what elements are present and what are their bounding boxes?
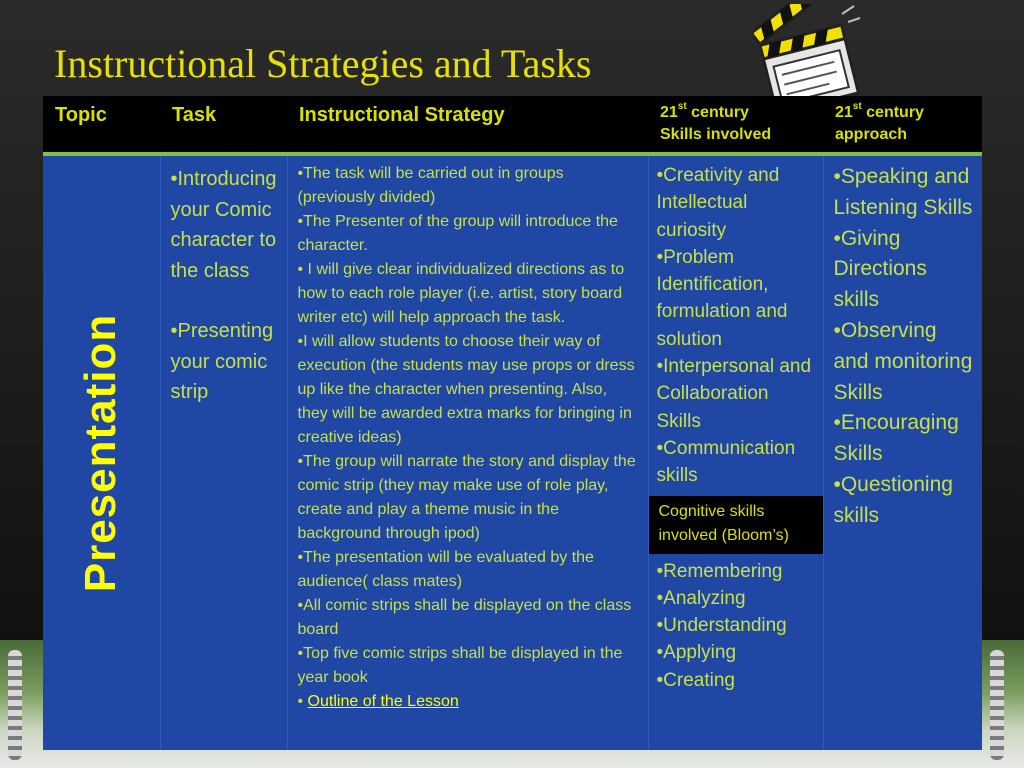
list-item: •All comic strips shall be displayed on the class board [297,597,632,638]
list-item: •Encouraging Skills [833,411,959,466]
list-item: •Speaking and Listening Skills [833,165,973,219]
list-item: •Interpersonal and Collaboration Skills [656,356,812,432]
list-item: •The task will be carried out in groups (previously divided) [297,165,564,206]
list-item: •Top five comic strips shall be displayed in the year book [297,645,623,686]
list-item: •Problem Identification, formulation and solution [656,246,788,350]
list-item: •Understanding [656,615,787,637]
topic-cell [43,154,160,750]
spiral-binding [8,650,22,760]
header-task: Task [160,96,287,154]
list-item: •Analyzing [656,587,746,609]
skills-cell [648,154,823,750]
list-item: • I will give clear individualized directions as to how to each role player (i.e. artist, story board writer etc) will help approach the task. [297,261,625,326]
header-skills: 21st century Skills involved [648,96,823,154]
list-item: •Remembering [656,560,783,582]
cognitive-skills-heading: Cognitive skills involved (Bloom’s) [649,496,825,554]
spiral-binding [990,650,1004,760]
approach-cell [823,154,982,750]
clapperboard-icon [754,4,864,110]
list-item: •Giving Directions skills [833,226,927,312]
table-header-row [43,96,982,154]
list-item: •The Presenter of the group will introduce the character. [297,213,618,254]
list-item: •Presenting your comic strip [170,320,274,403]
strategy-cell [287,154,648,750]
list-item: •Applying [656,642,737,664]
list-item: •Creativity and Intellectual curiosity [656,165,780,241]
list-item: •Introducing your Comic character to the class [170,168,277,282]
list-item: •The group will narrate the story and display the comic strip (they may make use of role play, create and play a theme music in the background through ipod) [297,453,636,542]
slide-title: Instructional Strategies and Tasks [54,41,592,86]
list-item: •The presentation will be evaluated by the audience( class mates) [297,549,594,590]
table-row [43,154,982,750]
header-topic: Topic [43,96,160,154]
list-item: •I will allow students to choose their way of execution (the students may use props or dress up like the character when presenting. Also, they will be awarded extra marks for bringing in creative ideas) [297,333,635,446]
topic-label: Presentation [76,313,126,593]
header-strategy: Instructional Strategy [287,96,648,154]
list-item: •Observing and monitoring Skills [833,318,973,404]
list-item: •Creating [656,669,735,691]
header-approach: 21st century approach [823,96,982,154]
task-cell [160,154,287,750]
strategies-table [43,96,982,750]
list-item: • Outline of the Lesson [297,693,459,710]
list-item: •Communication skills [656,437,796,487]
outline-lesson-link[interactable]: Outline of the Lesson [307,693,459,710]
list-item: •Questioning skills [833,472,953,527]
